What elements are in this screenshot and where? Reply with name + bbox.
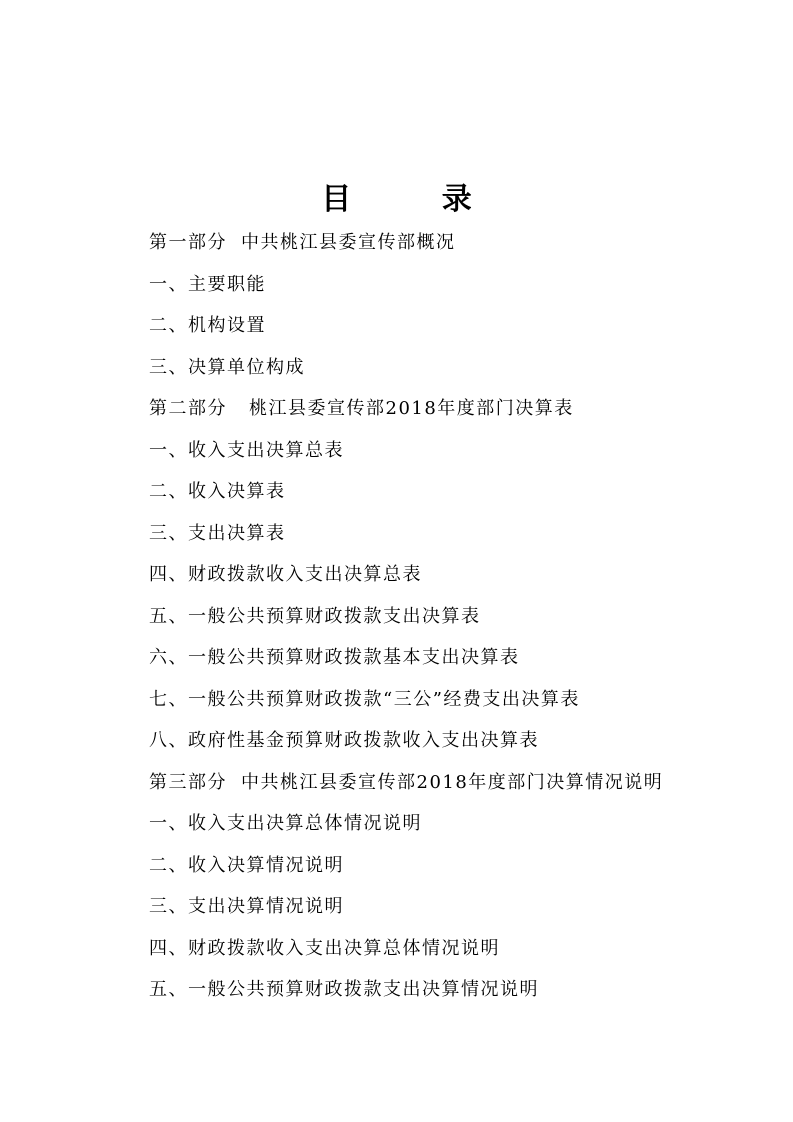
part-2-title: 桃江县委宣传部2018年度部门决算表 (249, 398, 574, 419)
toc-item: 一、收入支出决算总体情况说明 (149, 813, 422, 834)
part-1-label: 第一部分 (149, 232, 227, 253)
part-3-title: 中共桃江县委宣传部2018年度部门决算情况说明 (241, 771, 664, 793)
toc-item: 三、决算单位构成 (149, 356, 305, 378)
toc-item: 三、支出决算表 (149, 522, 286, 544)
toc-title: 目 录 (321, 182, 512, 217)
toc-item: 五、一般公共预算财政拨款支出决算表 (149, 605, 481, 627)
toc-item: 四、财政拨款收入支出决算总体情况说明 (149, 937, 500, 959)
toc-item: 六、一般公共预算财政拨款基本支出决算表 (149, 647, 520, 668)
part-2-label: 第二部分 (149, 398, 227, 419)
toc-part-2 (149, 394, 663, 436)
toc-item: 四、财政拨款收入支出决算总表 (149, 564, 422, 585)
toc-part-3 (149, 768, 663, 810)
toc-item: 二、机构设置 (149, 315, 266, 336)
toc-item: 八、政府性基金预算财政拨款收入支出决算表 (149, 730, 539, 751)
toc-item: 三、支出决算情况说明 (149, 896, 344, 917)
part-1-title: 中共桃江县委宣传部概况 (241, 232, 456, 253)
toc-item: 二、收入决算表 (149, 481, 286, 502)
toc-item: 一、主要职能 (149, 273, 266, 295)
toc-item: 五、一般公共预算财政拨款支出决算情况说明 (149, 979, 539, 1000)
part-3-label: 第三部分 (149, 771, 227, 793)
toc-list (149, 228, 663, 1017)
toc-item: 一、收入支出决算总表 (149, 439, 344, 461)
toc-item: 二、收入决算情况说明 (149, 854, 344, 876)
toc-item: 七、一般公共预算财政拨款“三公”经费支出决算表 (149, 688, 580, 710)
toc-part-1 (149, 228, 663, 270)
